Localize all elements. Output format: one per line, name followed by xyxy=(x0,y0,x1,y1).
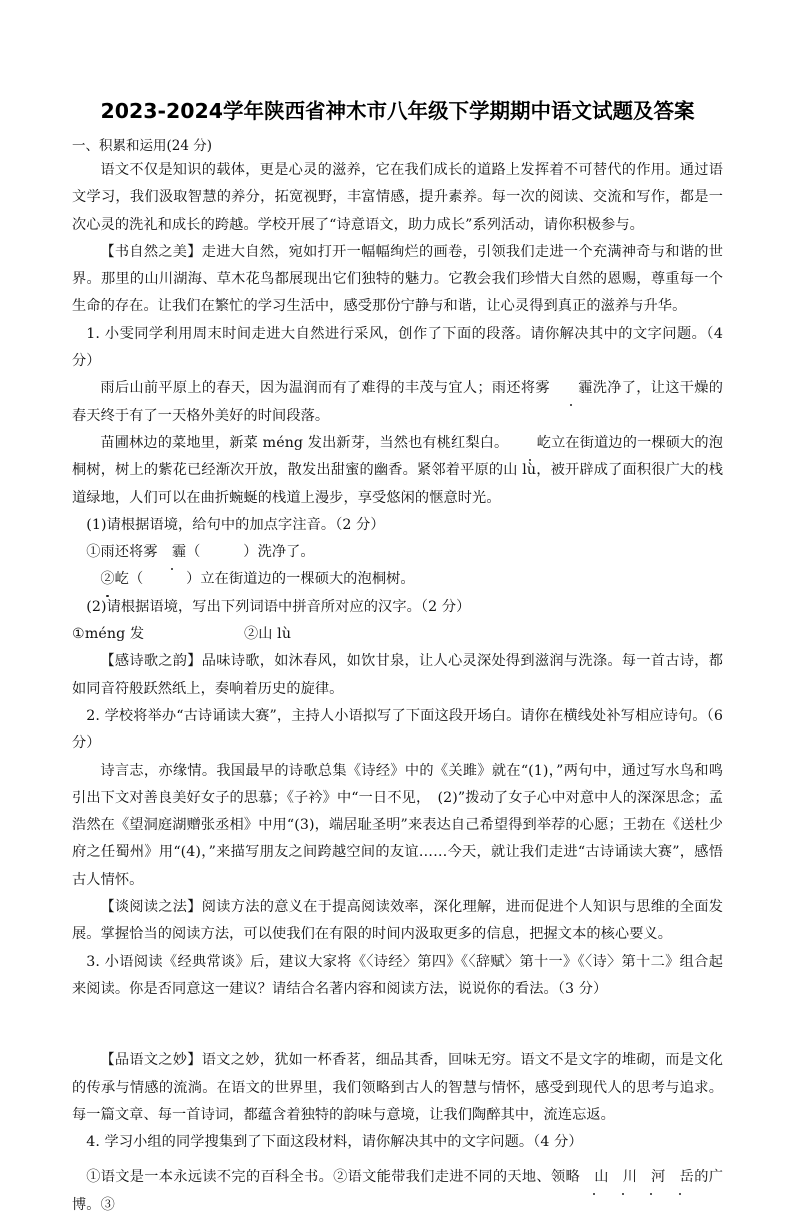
section-heading: 一、积累和运用(24 分) xyxy=(72,138,213,154)
question-4-stem: 4. 学习小组的同学搜集到了下面这段材料，请你解决其中的文字问题。（4 分） xyxy=(86,1134,583,1151)
answer-space-question-3 xyxy=(72,1003,723,1047)
block-nature-text: 走进大自然，宛如打开一幅幅绚烂的画卷，引领我们走进一个充满神奇与和谐的世界。那里的山川湖海、草木花鸟都展现出它们独特的魅力。它教会我们珍惜大自然的恩赐，尊重每一个生命的存在。让我们在繁忙的学习生活中，感受那份宁静与和谐，让心灵得到真正的滋养与升华。 xyxy=(72,243,723,315)
question-1-passage-line2 xyxy=(72,430,723,512)
block-reading xyxy=(72,894,723,949)
block-savor-tag: 【品语文之妙】 xyxy=(100,1052,202,1069)
question-1-sub-1-item-2 xyxy=(72,566,723,593)
q1-line2-part-b: 立在街道边的一棵硕大的泡桐树，树上的紫花已经渐次开放，散发出甜蜜的幽香。紧邻着平原的山 lù，被开辟成了面积很广大的栈道绿地，人们可以在曲折蜿蜒的栈道上漫步，享受悠闲的惬意时光。 xyxy=(72,434,723,506)
question-2-passage: 诗言志，亦缘情。我国最早的诗歌总集《诗经》中的《关雎》就在“(1)，”两句中，通过写水鸟和鸣引出下文对善良美好女子的思慕；《子衿》中“一日不见， (2)”拨动了女子心中对意中人的深深思念；孟浩然在《望洞庭湖赠张丞相》中用“(3)，端居耻圣明”来表达自己希望得到举荐的心愿；王勃在《送杜少府之任蜀州》用“(4)，”来描写朋友之间跨越空间的友谊……今天，就让我们走进“古诗诵读大赛”，感悟古人情怀。 xyxy=(72,762,723,888)
q4-passage-part-a: ①语文是一本永远读不完的百科全书。②语文能带我们走进不同的天地、领略 xyxy=(86,1169,581,1186)
emphasis-dot-mai-answer: 霾 xyxy=(158,539,186,566)
block-nature xyxy=(72,239,723,321)
question-1-sub-2: (2)请根据语境，写出下列词语中拼音所对应的汉字。（2 分） xyxy=(86,598,471,615)
block-poem xyxy=(72,648,723,703)
q1-line1-part-a: 雨后山前平原上的春天，因为温润而有了难得的丰茂与宜人；雨还将雾 xyxy=(100,380,550,397)
emphasis-dot-chuan: 川 xyxy=(609,1164,637,1191)
emphasis-dot-shan: 山 xyxy=(580,1164,608,1191)
q1-sub2-item-1: ①méng 发 xyxy=(72,626,145,643)
document-body xyxy=(72,96,723,1219)
question-1-sub-1-item-1 xyxy=(72,539,723,566)
emphasis-dot-yi: 屹 xyxy=(508,430,551,457)
block-reading-tag: 【谈阅读之法】 xyxy=(100,899,202,916)
page-title: 2023-2024学年陕西省神木市八年级下学期期中语文试题及答案 xyxy=(100,99,695,123)
q1-sub1-item1-part-b: （ ）洗净了。 xyxy=(186,544,315,561)
block-savor-text: 语文之妙，犹如一杯香茗，细品其香，回味无穷。语文不是文字的堆砌，而是文化的传承与情感的流淌。在语文的世界里，我们领略到古人的智慧与情怀，感受到现代人的思考与追求。每一篇文章、每一首诗词，都蕴含着独特的韵味与意境，让我们陶醉其中，流连忘返。 xyxy=(72,1052,723,1123)
question-1-passage-line1 xyxy=(72,375,723,430)
q1-line2-part-a: 苗圃林边的菜地里，新菜 méng 发出新芽，当然也有桃红梨白。 xyxy=(100,434,509,451)
question-1-stem: 1. 小雯同学利用周末时间走进大自然进行采风，创作了下面的段落。请你解决其中的文字问题。（4 分） xyxy=(72,325,723,370)
block-reading-text: 阅读方法的意义在于提高阅读效率，深化理解，进而促进个人知识与思维的全面发展。掌握恰当的阅读方法，可以使我们在有限的时间内汲取更多的信息，把握文本的核心要义。 xyxy=(72,899,723,943)
emphasis-dot-he: 河 xyxy=(637,1164,665,1191)
block-nature-tag: 【书自然之美】 xyxy=(100,243,202,260)
question-2-stem: 2. 学校将举办“古诗诵读大赛”，主持人小语拟写了下面这段开场白。请你在横线处补写相应诗句。（6 分） xyxy=(72,707,723,752)
block-poem-text: 品味诗歌，如沐春风，如饮甘泉，让人心灵深处得到滋润与洗涤。每一首古诗，都如同音符般跃然纸上，奏响着历史的旋律。 xyxy=(72,653,723,697)
block-poem-tag: 【感诗歌之韵】 xyxy=(100,653,202,670)
emphasis-dot-yue: 岳 xyxy=(665,1164,693,1191)
emphasis-dot-mai: 霾 xyxy=(550,375,593,402)
q4-passage-part-b: 的广博。③ xyxy=(72,1169,724,1213)
question-1-sub-2-items xyxy=(72,621,723,648)
q1-line1-part-b: 洗净了，让这干燥的春天终于有了一天格外美好的时间段落。 xyxy=(72,380,723,424)
question-1-sub-1: (1)请根据语境，给句中的加点字注音。（2 分） xyxy=(86,516,385,533)
block-savor xyxy=(72,1047,723,1129)
question-4-passage xyxy=(72,1164,723,1219)
q1-sub1-item1-part-a: ①雨还将雾 xyxy=(86,544,158,561)
emphasis-dot-yi-answer: ②屹 xyxy=(86,566,129,593)
q1-sub2-item-2: ②山 lù xyxy=(244,626,292,643)
q1-sub1-item2-part-b: （ ）立在街道边的一棵硕大的泡桐树。 xyxy=(128,571,415,588)
spacer-before-q4-passage xyxy=(72,1156,723,1164)
intro-paragraph: 语文不仅是知识的载体，更是心灵的滋养，它在我们成长的道路上发挥着不可替代的作用。通过语文学习，我们汲取智慧的养分，拓宽视野，丰富情感，提升素养。每一次的阅读、交流和写作，都是一次心灵的洗礼和成长的跨越。学校开展了“诗意语文，助力成长”系列活动，请你积极参与。 xyxy=(72,162,723,233)
question-3-stem: 3. 小语阅读《经典常谈》后，建议大家将《〈诗经〉第四》《〈辞赋〉第十一》《〈诗〉第十二》组合起来阅读。你是否同意这一建议？请结合名著内容和阅读方法，说说你的看法。（3 分） xyxy=(72,953,723,997)
